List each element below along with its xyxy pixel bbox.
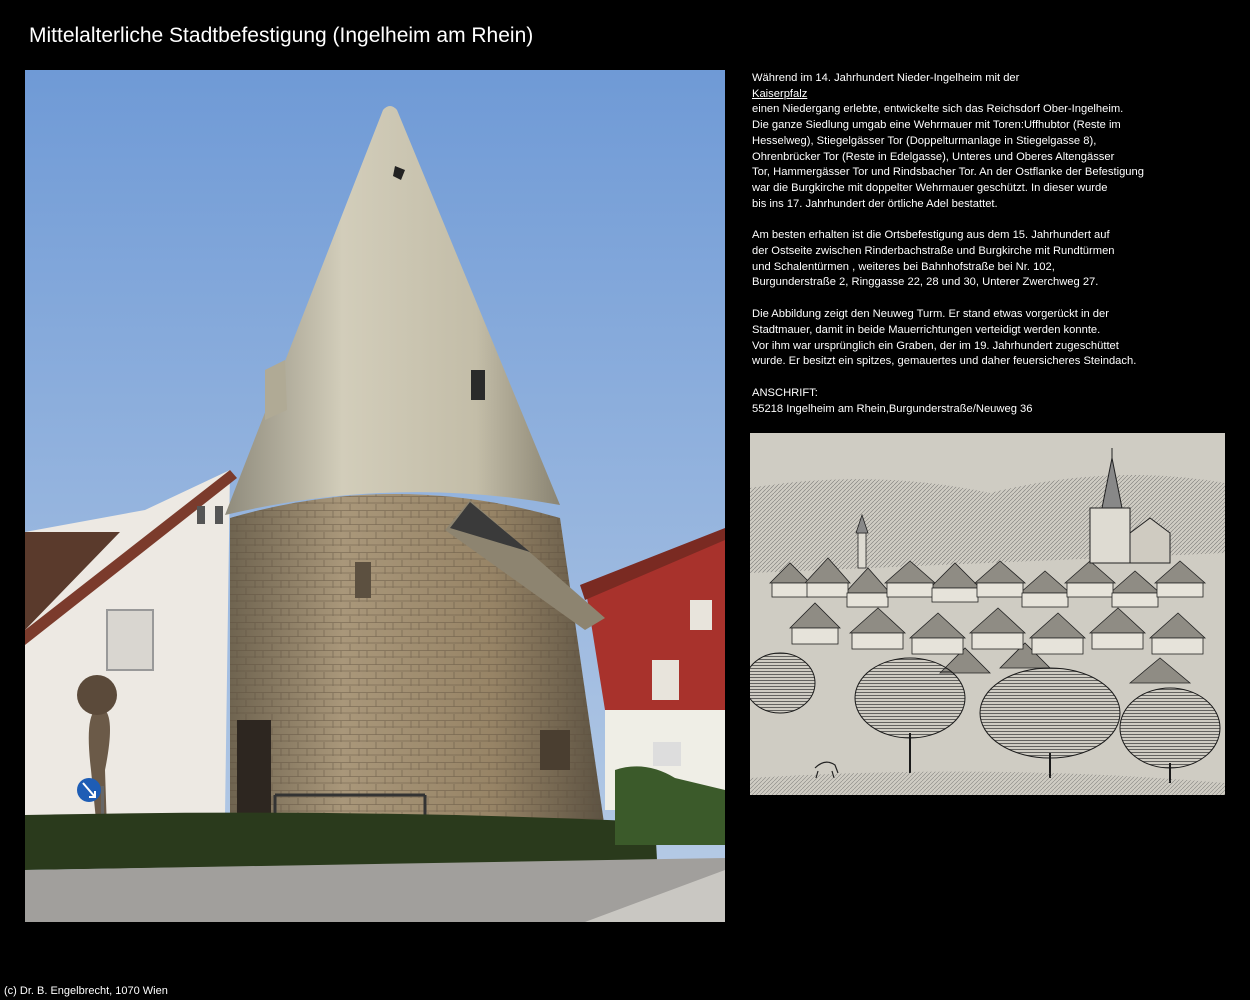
- address-text: 55218 Ingelheim am Rhein,Burgunderstraße/Neuweg 36: [752, 402, 1033, 415]
- text-line: einen Niedergang erlebte, entwickelte sich das Reichsdorf Ober-Ingelheim.: [752, 103, 1124, 116]
- text-line: Stadtmauer, damit in beide Mauerrichtungen verteidigt werden konnte.: [752, 323, 1101, 336]
- page-title: Mittelalterliche Stadtbefestigung (Ingelheim am Rhein): [29, 24, 534, 47]
- text-line: Ohrenbrücker Tor (Reste in Edelgasse), Unteres und Oberes Altengässer: [752, 150, 1115, 163]
- text-line: Am besten erhalten ist die Ortsbefestigung aus dem 15. Jahrhundert auf: [752, 229, 1110, 242]
- text-line: war die Burgkirche mit doppelter Wehrmauer geschützt. In dieser wurde: [752, 181, 1108, 194]
- description-text: [752, 71, 1232, 417]
- tower-photo: [25, 70, 725, 922]
- text-line: Vor ihm war ursprünglich ein Graben, der im 19. Jahrhundert zugeschüttet: [752, 339, 1119, 352]
- text-line: bis ins 17. Jahrhundert der örtliche Adel bestattet.: [752, 197, 998, 210]
- text-line: Burgunderstraße 2, Ringgasse 22, 28 und 30, Unterer Zwerchweg 27.: [752, 276, 1099, 289]
- text-line: Tor, Hammergässer Tor und Rindsbacher Tor. An der Ostflanke der Befestigung: [752, 166, 1144, 179]
- text-line: Hesselweg), Stiegelgässer Tor (Doppelturmanlage in Stiegelgasse 8),: [752, 134, 1097, 147]
- copyright-footer: (c) Dr. B. Engelbrecht, 1070 Wien: [4, 985, 168, 997]
- address-heading: ANSCHRIFT:: [752, 386, 818, 399]
- town-engraving: [750, 433, 1225, 795]
- kaiserpfalz-link[interactable]: Kaiserpfalz: [752, 87, 808, 100]
- text-line: der Ostseite zwischen Rinderbachstraße und Burgkirche mit Rundtürmen: [752, 245, 1115, 258]
- text-line: wurde. Er besitzt ein spitzes, gemauertes und daher feuersicheres Steindach.: [752, 355, 1137, 368]
- text-line: Während im 14. Jahrhundert Nieder-Ingelheim mit der: [752, 72, 1020, 84]
- text-line: Die Abbildung zeigt den Neuweg Turm. Er stand etwas vorgerückt in der: [752, 308, 1109, 321]
- text-line: und Schalentürmen , weiteres bei Bahnhofstraße bei Nr. 102,: [752, 260, 1055, 273]
- text-line: Die ganze Siedlung umgab eine Wehrmauer mit Toren:Uffhubtor (Reste im: [752, 119, 1121, 132]
